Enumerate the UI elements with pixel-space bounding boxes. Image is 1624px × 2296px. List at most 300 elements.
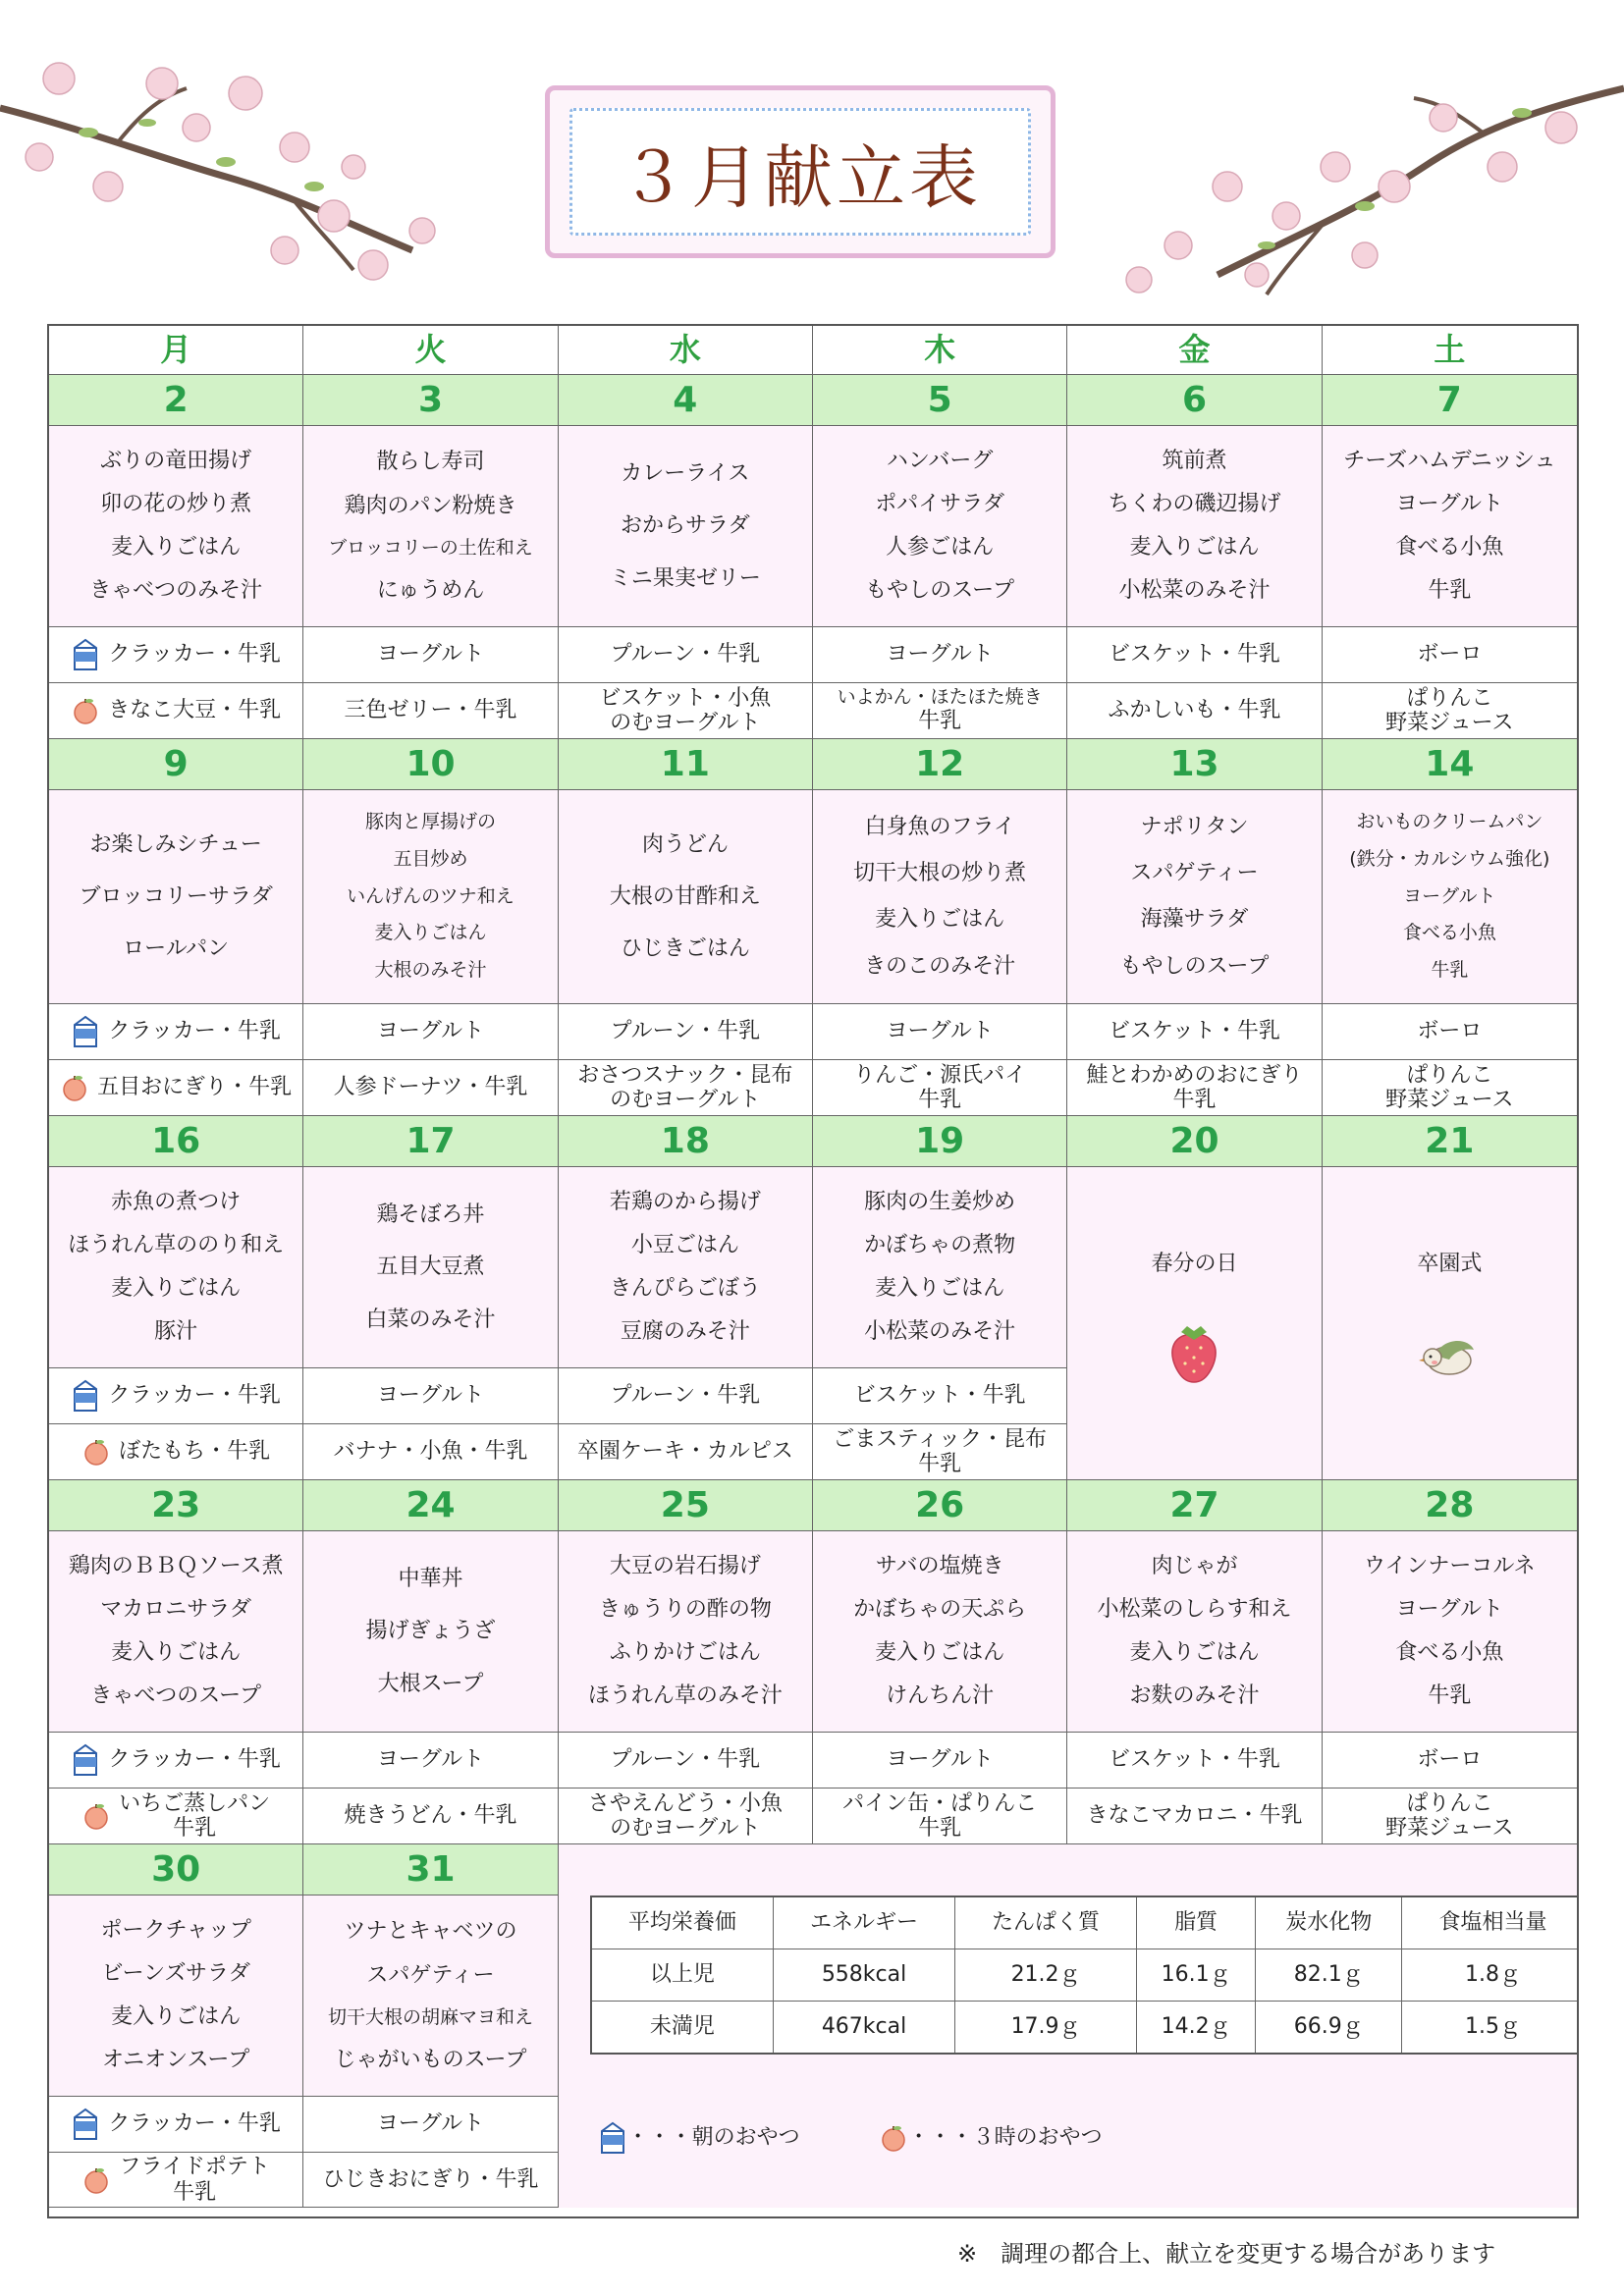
menu-item: ほうれん草のみそ汁 bbox=[587, 1683, 783, 1709]
snack-text: いよかん・ほたほた焼き bbox=[837, 686, 1043, 709]
menu-item: けんちん汁 bbox=[886, 1683, 995, 1709]
menu-item: 大根スープ bbox=[377, 1671, 484, 1696]
menu-item: ハンバーグ bbox=[886, 449, 994, 474]
snack-text: ヨーグルト bbox=[376, 1383, 485, 1409]
menu-item: 牛乳 bbox=[1428, 578, 1472, 604]
afternoon-snack bbox=[813, 1424, 1067, 1480]
snack-text: プルーン・牛乳 bbox=[610, 1383, 761, 1409]
menu-item: 牛乳 bbox=[1428, 1683, 1472, 1709]
menu-item: カレーライス bbox=[621, 461, 750, 487]
afternoon-snack bbox=[303, 683, 558, 739]
menu-item: 麦入りごはん bbox=[111, 535, 242, 561]
menu-item: 鶏そぼろ丼 bbox=[376, 1202, 485, 1228]
day-number: 31 bbox=[303, 1844, 558, 1896]
menu-item: ビーンズサラダ bbox=[101, 1961, 250, 1987]
snack-text: クラッカー・牛乳 bbox=[108, 1019, 281, 1044]
snack-text: ヨーグルト bbox=[376, 642, 485, 667]
snack-text: 牛乳 bbox=[918, 1452, 962, 1476]
menu-item: 揚げぎょうざ bbox=[365, 1619, 496, 1644]
snack-lines bbox=[577, 1439, 793, 1464]
snack-text: りんご・源氏パイ bbox=[853, 1062, 1027, 1088]
snack-text: 野菜ジュース bbox=[1385, 1816, 1514, 1841]
morning-snack bbox=[49, 1733, 303, 1789]
milk-carton-icon bbox=[71, 2108, 100, 2141]
snack-lines bbox=[322, 2167, 538, 2192]
snack-text: おさつスナック・昆布 bbox=[577, 1062, 793, 1088]
snack-text: 牛乳 bbox=[918, 1088, 962, 1112]
afternoon-snack bbox=[303, 2153, 558, 2208]
snack-lines bbox=[853, 1063, 1026, 1113]
snack-text: ビスケット・牛乳 bbox=[1109, 642, 1280, 667]
menu-item: ヨーグルト bbox=[1403, 884, 1496, 907]
weekday-header: 水 bbox=[559, 326, 813, 375]
day-number: 13 bbox=[1067, 739, 1322, 790]
lunch-menu bbox=[49, 790, 303, 1004]
menu-item: 中華丼 bbox=[398, 1567, 463, 1592]
nutrition-header-cell: たんぱく質 bbox=[955, 1896, 1137, 1949]
morning-snack bbox=[559, 1733, 813, 1789]
menu-item: ヨーグルト bbox=[1395, 492, 1503, 517]
afternoon-snack bbox=[813, 683, 1067, 739]
morning-snack bbox=[1323, 1004, 1577, 1060]
milk-carton-icon bbox=[71, 1015, 100, 1048]
snack-text: 人参ドーナツ・牛乳 bbox=[333, 1075, 528, 1100]
day-number: 18 bbox=[559, 1116, 813, 1167]
holiday-label: 春分の日 bbox=[1151, 1252, 1238, 1277]
snack-text: クラッカー・牛乳 bbox=[108, 2111, 281, 2137]
morning-snack bbox=[303, 2097, 558, 2153]
footnote: ※ 調理の都合上、献立を変更する場合があります bbox=[957, 2240, 1496, 2268]
milk-carton-icon bbox=[71, 1379, 100, 1413]
snack-text: ごまスティック・昆布 bbox=[833, 1426, 1048, 1452]
day-number: 12 bbox=[813, 739, 1067, 790]
morning-snack bbox=[559, 1004, 813, 1060]
afternoon-snack bbox=[1323, 1060, 1577, 1116]
snack-text: 牛乳 bbox=[1172, 1088, 1217, 1112]
legend-pm-label: ・・・３時のおやつ bbox=[907, 2125, 1103, 2151]
day-number: 26 bbox=[813, 1480, 1067, 1531]
menu-item: 若鶏のから揚げ bbox=[609, 1190, 761, 1215]
lunch-menu bbox=[303, 1896, 558, 2097]
snack-lines bbox=[842, 1791, 1037, 1842]
snack-text: ぱりんこ bbox=[1406, 1790, 1493, 1816]
morning-snack bbox=[1323, 627, 1577, 683]
snack-text: ぱりんこ bbox=[1406, 1062, 1493, 1088]
snack-lines bbox=[344, 1803, 516, 1828]
apple-icon bbox=[879, 2123, 908, 2153]
menu-item: スパゲティー bbox=[366, 1962, 495, 1988]
nutrition-header-cell: 炭水化物 bbox=[1256, 1896, 1402, 1949]
snack-text: 鮭とわかめのおにぎり bbox=[1086, 1062, 1303, 1088]
morning-snack bbox=[1067, 627, 1322, 683]
menu-item: きゃべつのみそ汁 bbox=[89, 578, 263, 604]
nutrition-row bbox=[591, 2002, 1577, 2055]
menu-item: 五目大豆煮 bbox=[376, 1255, 485, 1280]
strawberry-icon bbox=[1160, 1316, 1228, 1395]
menu-item: 麦入りごはん bbox=[111, 1276, 242, 1302]
weekday-header: 木 bbox=[813, 326, 1067, 375]
menu-item: 食べる小魚 bbox=[1395, 535, 1504, 561]
lunch-menu bbox=[1067, 1531, 1322, 1733]
menu-item: きゅうりの酢の物 bbox=[598, 1597, 772, 1623]
day-number: 23 bbox=[49, 1480, 303, 1531]
day-number: 3 bbox=[303, 375, 558, 426]
snack-lines bbox=[1385, 1063, 1513, 1113]
day-number: 20 bbox=[1067, 1116, 1322, 1167]
nutrition-cell: 未満児 bbox=[591, 2002, 774, 2055]
menu-item: スパゲティー bbox=[1130, 861, 1259, 886]
nutrition-cell: 以上児 bbox=[591, 1949, 774, 2002]
lunch-menu bbox=[49, 1167, 303, 1368]
menu-item: 大豆の岩石揚げ bbox=[609, 1554, 761, 1579]
menu-item: 食べる小魚 bbox=[1395, 1640, 1504, 1666]
weekday-header: 金 bbox=[1067, 326, 1322, 375]
snack-text: 三色ゼリー・牛乳 bbox=[344, 698, 517, 723]
snack-text: 牛乳 bbox=[173, 1816, 217, 1841]
snack-text: きなこ大豆・牛乳 bbox=[108, 698, 282, 723]
day-number: 6 bbox=[1067, 375, 1322, 426]
snack-text: 牛乳 bbox=[918, 1816, 962, 1841]
menu-item: ウインナーコルネ bbox=[1363, 1554, 1536, 1579]
morning-snack bbox=[813, 1004, 1067, 1060]
menu-item: 筑前煮 bbox=[1162, 449, 1227, 474]
nutrition-cell: 66.9ｇ bbox=[1256, 2002, 1402, 2055]
snack-lines bbox=[1108, 698, 1280, 722]
snack-text: 五目おにぎり・牛乳 bbox=[97, 1075, 293, 1100]
nutrition-header-row bbox=[591, 1896, 1577, 1949]
menu-item: 白身魚のフライ bbox=[864, 814, 1015, 839]
snack-lines bbox=[588, 1791, 783, 1842]
snack-text: きなこマカロニ・牛乳 bbox=[1086, 1803, 1303, 1829]
snack-text: ビスケット・小魚 bbox=[599, 685, 772, 711]
afternoon-snack bbox=[1067, 1060, 1322, 1116]
snack-lines bbox=[334, 1075, 528, 1099]
lunch-menu bbox=[1323, 426, 1577, 627]
menu-item: 小松菜のしらす和え bbox=[1097, 1597, 1292, 1623]
day-number: 5 bbox=[813, 375, 1067, 426]
nutrition-header-cell: 平均栄養価 bbox=[591, 1896, 774, 1949]
menu-item: 散らし寿司 bbox=[376, 449, 485, 474]
snack-text: 牛乳 bbox=[173, 2179, 217, 2205]
menu-item: 豚肉の生姜炒め bbox=[864, 1190, 1016, 1215]
menu-item: かぼちゃの天ぷら bbox=[853, 1597, 1027, 1623]
menu-calendar bbox=[47, 324, 1579, 2218]
afternoon-snack bbox=[559, 1060, 813, 1116]
nutrition-row bbox=[591, 1949, 1577, 2002]
day-number: 10 bbox=[303, 739, 558, 790]
morning-snack bbox=[559, 627, 813, 683]
day-number: 21 bbox=[1323, 1116, 1577, 1167]
morning-snack bbox=[559, 1368, 813, 1424]
menu-item: 海藻サラダ bbox=[1140, 907, 1249, 933]
lunch-menu bbox=[559, 426, 813, 627]
afternoon-snack bbox=[303, 1424, 558, 1480]
menu-item: じゃがいものスープ bbox=[334, 2047, 527, 2072]
snack-text: ヨーグルト bbox=[886, 1747, 994, 1773]
menu-item: ナポリタン bbox=[1140, 814, 1249, 839]
menu-item: 五目炒め bbox=[393, 847, 468, 870]
afternoon-snack bbox=[49, 683, 303, 739]
snack-lines bbox=[599, 686, 771, 736]
title-frame bbox=[545, 85, 1056, 258]
milk-carton-icon bbox=[598, 2121, 627, 2155]
menu-item: 牛乳 bbox=[1431, 959, 1469, 982]
nutrition-cell: 21.2ｇ bbox=[955, 1949, 1137, 2002]
menu-item: 麦入りごはん bbox=[875, 907, 1005, 933]
menu-item: マカロニサラダ bbox=[100, 1597, 252, 1623]
menu-item: かぼちゃの煮物 bbox=[864, 1233, 1016, 1258]
afternoon-snack bbox=[813, 1060, 1067, 1116]
snack-text: ひじきおにぎり・牛乳 bbox=[322, 2166, 539, 2192]
apple-icon bbox=[81, 2165, 111, 2195]
menu-item: いんげんのツナ和え bbox=[347, 884, 514, 907]
snack-lines bbox=[344, 698, 516, 722]
snack-text: ボーロ bbox=[1417, 1019, 1483, 1044]
snack-lines bbox=[838, 687, 1043, 733]
menu-item: 人参ごはん bbox=[886, 535, 995, 561]
menu-item: 食べる小魚 bbox=[1402, 922, 1496, 944]
day-number: 27 bbox=[1067, 1480, 1322, 1531]
menu-item: 赤魚の煮つけ bbox=[111, 1190, 242, 1215]
menu-item: 豚肉と厚揚げの bbox=[364, 810, 496, 832]
menu-item: 卯の花の炒り煮 bbox=[100, 492, 252, 517]
afternoon-snack bbox=[1323, 1789, 1577, 1844]
nutrition-header-cell: 食塩相当量 bbox=[1402, 1896, 1577, 1949]
menu-item: きゃべつのスープ bbox=[90, 1683, 262, 1709]
day-number: 30 bbox=[49, 1844, 303, 1896]
snack-text: ふかしいも・牛乳 bbox=[1108, 698, 1281, 723]
menu-item: ツナとキャベツの bbox=[344, 1918, 517, 1944]
menu-item: 鶏肉のパン粉焼き bbox=[344, 493, 517, 518]
lunch-menu bbox=[1323, 1531, 1577, 1733]
afternoon-snack bbox=[813, 1789, 1067, 1844]
day-number: 14 bbox=[1323, 739, 1577, 790]
menu-item: 切干大根の胡麻マヨ和え bbox=[327, 2005, 533, 2028]
afternoon-snack bbox=[1067, 1789, 1322, 1844]
menu-item: 切干大根の炒り煮 bbox=[853, 861, 1027, 886]
snack-text: 卒園ケーキ・カルピス bbox=[576, 1439, 793, 1465]
day-number: 16 bbox=[49, 1116, 303, 1167]
menu-item: ブロッコリーの土佐和え bbox=[328, 536, 533, 559]
morning-snack bbox=[303, 1368, 558, 1424]
lunch-menu bbox=[49, 1896, 303, 2097]
snack-text: クラッカー・牛乳 bbox=[108, 642, 281, 667]
morning-snack bbox=[1323, 1733, 1577, 1789]
morning-snack bbox=[49, 1004, 303, 1060]
afternoon-snack bbox=[1323, 683, 1577, 739]
snack-legend bbox=[598, 2121, 1103, 2155]
snack-text: プルーン・牛乳 bbox=[610, 642, 761, 667]
lunch-menu bbox=[813, 790, 1067, 1004]
snack-lines bbox=[1086, 1803, 1302, 1828]
lunch-menu bbox=[1067, 426, 1322, 627]
nutrition-cell: 1.8ｇ bbox=[1402, 1949, 1577, 2002]
snack-text: ヨーグルト bbox=[376, 2111, 485, 2137]
cherry-branch-right-icon bbox=[1070, 59, 1624, 314]
lunch-menu bbox=[49, 426, 303, 627]
afternoon-snack bbox=[1067, 683, 1322, 739]
menu-item: ちくわの磯辺揚げ bbox=[1108, 492, 1281, 517]
menu-item: オニオンスープ bbox=[102, 2048, 250, 2073]
snack-text: パイン缶・ぱりんこ bbox=[842, 1790, 1038, 1816]
snack-text: ボーロ bbox=[1417, 1747, 1483, 1773]
menu-item: 麦入りごはん bbox=[875, 1640, 1005, 1666]
nutrition-cell: 16.1ｇ bbox=[1137, 1949, 1256, 2002]
afternoon-snack bbox=[559, 683, 813, 739]
page-title: ３月献立表 bbox=[619, 136, 982, 218]
day-number: 24 bbox=[303, 1480, 558, 1531]
menu-item: ロールパン bbox=[123, 936, 230, 962]
afternoon-snack bbox=[49, 1424, 303, 1480]
snack-lines bbox=[119, 1439, 270, 1464]
nutrition-cell: 467kcal bbox=[774, 2002, 955, 2055]
apple-icon bbox=[71, 696, 100, 725]
morning-snack bbox=[1067, 1004, 1322, 1060]
morning-snack bbox=[303, 1004, 558, 1060]
menu-item: 豚汁 bbox=[154, 1319, 198, 1345]
menu-item: 大根のみそ汁 bbox=[374, 959, 487, 982]
nutrition-header-cell: エネルギー bbox=[774, 1896, 955, 1949]
morning-snack bbox=[813, 1733, 1067, 1789]
lunch-menu bbox=[1067, 790, 1322, 1004]
weekday-header: 火 bbox=[303, 326, 558, 375]
snack-text: バナナ・小魚・牛乳 bbox=[333, 1439, 528, 1465]
snack-lines bbox=[577, 1063, 792, 1113]
afternoon-snack bbox=[49, 1060, 303, 1116]
nutrition-cell: 17.9ｇ bbox=[955, 2002, 1137, 2055]
menu-item: もやしのスープ bbox=[865, 578, 1015, 604]
morning-snack bbox=[1067, 1733, 1322, 1789]
menu-item: ブロッコリーサラダ bbox=[79, 883, 273, 909]
menu-item: ほうれん草ののり和え bbox=[68, 1233, 285, 1258]
morning-snack bbox=[303, 627, 558, 683]
snack-lines bbox=[833, 1427, 1047, 1477]
day-number: 2 bbox=[49, 375, 303, 426]
snack-lines bbox=[1385, 1791, 1513, 1842]
menu-item: ポークチャップ bbox=[100, 1918, 251, 1944]
day-number: 28 bbox=[1323, 1480, 1577, 1531]
menu-item: 小豆ごはん bbox=[630, 1233, 739, 1258]
snack-text: ぱりんこ bbox=[1406, 685, 1493, 711]
afternoon-snack bbox=[49, 1789, 303, 1844]
day-number: 7 bbox=[1323, 375, 1577, 426]
snack-text: のむヨーグルト bbox=[610, 711, 761, 735]
menu-item: サバの塩焼き bbox=[875, 1554, 1004, 1579]
menu-item: 麦入りごはん bbox=[1129, 535, 1260, 561]
weekday-header: 土 bbox=[1323, 326, 1577, 375]
snack-text: いちご蒸しパン bbox=[119, 1790, 271, 1816]
lunch-menu bbox=[303, 1167, 558, 1368]
apple-icon bbox=[81, 1801, 111, 1831]
snack-text: ヨーグルト bbox=[376, 1019, 485, 1044]
lunch-menu bbox=[303, 1531, 558, 1733]
nutrition-cell: 558kcal bbox=[774, 1949, 955, 2002]
menu-item: ぶりの竜田揚げ bbox=[100, 449, 252, 474]
milk-carton-icon bbox=[71, 638, 100, 671]
apple-icon bbox=[81, 1437, 111, 1467]
menu-item: 大根の甘酢和え bbox=[609, 883, 761, 909]
snack-lines bbox=[1086, 1063, 1302, 1113]
morning-snack bbox=[49, 627, 303, 683]
milk-carton-icon bbox=[71, 1743, 100, 1777]
afternoon-snack bbox=[49, 2153, 303, 2208]
afternoon-snack bbox=[303, 1789, 558, 1844]
weekday-header: 月 bbox=[49, 326, 303, 375]
snack-text: ビスケット・牛乳 bbox=[1109, 1019, 1280, 1044]
holiday-cell bbox=[1323, 1167, 1577, 1480]
afternoon-snack bbox=[303, 1060, 558, 1116]
menu-item: 白菜のみそ汁 bbox=[365, 1307, 496, 1332]
holiday-cell bbox=[1067, 1167, 1322, 1480]
afternoon-snack bbox=[559, 1789, 813, 1844]
snack-text: 野菜ジュース bbox=[1385, 1088, 1514, 1112]
menu-item: きのこのみそ汁 bbox=[864, 953, 1016, 979]
menu-item: おからサラダ bbox=[620, 513, 750, 539]
snack-text: クラッカー・牛乳 bbox=[108, 1747, 281, 1773]
apple-icon bbox=[60, 1073, 89, 1102]
snack-lines bbox=[333, 1439, 527, 1464]
lunch-menu bbox=[559, 1167, 813, 1368]
menu-item: 肉うどん bbox=[641, 831, 729, 857]
lunch-menu bbox=[1323, 790, 1577, 1004]
snack-text: ヨーグルト bbox=[886, 642, 994, 667]
snack-text: フライドポテト bbox=[119, 2155, 270, 2180]
lunch-menu bbox=[303, 790, 558, 1004]
snack-lines bbox=[108, 698, 281, 722]
morning-snack bbox=[49, 1368, 303, 1424]
menu-item: にゅうめん bbox=[376, 577, 485, 603]
lunch-menu bbox=[813, 426, 1067, 627]
afternoon-snack bbox=[559, 1424, 813, 1480]
menu-item: 麦入りごはん bbox=[1129, 1640, 1260, 1666]
snack-text: ヨーグルト bbox=[376, 1747, 485, 1773]
bird-icon bbox=[1415, 1316, 1484, 1395]
holiday-label: 卒園式 bbox=[1417, 1252, 1483, 1277]
menu-item: お楽しみシチュー bbox=[89, 831, 262, 857]
menu-item: もやしのスープ bbox=[1119, 953, 1270, 979]
nutrition-table bbox=[590, 1896, 1577, 2055]
snack-text: ボーロ bbox=[1417, 642, 1483, 667]
menu-item: 麦入りごはん bbox=[111, 1640, 242, 1666]
menu-item: (鉄分・カルシウム強化) bbox=[1349, 847, 1550, 870]
day-number: 19 bbox=[813, 1116, 1067, 1167]
lunch-menu bbox=[813, 1167, 1067, 1368]
snack-text: 野菜ジュース bbox=[1385, 711, 1514, 735]
day-number: 9 bbox=[49, 739, 303, 790]
snack-lines bbox=[97, 1075, 292, 1099]
snack-text: ビスケット・牛乳 bbox=[1109, 1747, 1280, 1773]
nutrition-cell: 14.2ｇ bbox=[1137, 2002, 1256, 2055]
menu-item: ポパイサラダ bbox=[875, 492, 1005, 517]
menu-item: お麩のみそ汁 bbox=[1129, 1683, 1260, 1709]
snack-text: ビスケット・牛乳 bbox=[853, 1383, 1026, 1409]
morning-snack bbox=[303, 1733, 558, 1789]
snack-lines bbox=[119, 1791, 270, 1842]
menu-item: 麦入りごはん bbox=[374, 922, 487, 944]
legend-am-label: ・・・朝のおやつ bbox=[626, 2125, 800, 2151]
snack-text: ぼたもち・牛乳 bbox=[119, 1439, 271, 1465]
lunch-menu bbox=[303, 426, 558, 627]
day-number: 11 bbox=[559, 739, 813, 790]
menu-item: ミニ果実ゼリー bbox=[609, 565, 761, 591]
lunch-menu bbox=[559, 790, 813, 1004]
snack-text: プルーン・牛乳 bbox=[610, 1019, 761, 1044]
snack-text: さやえんどう・小魚 bbox=[587, 1790, 783, 1816]
nutrition-cell: 1.5ｇ bbox=[1402, 2002, 1577, 2055]
morning-snack bbox=[813, 627, 1067, 683]
lunch-menu bbox=[49, 1531, 303, 1733]
menu-item: チーズハムデニッシュ bbox=[1343, 449, 1556, 474]
